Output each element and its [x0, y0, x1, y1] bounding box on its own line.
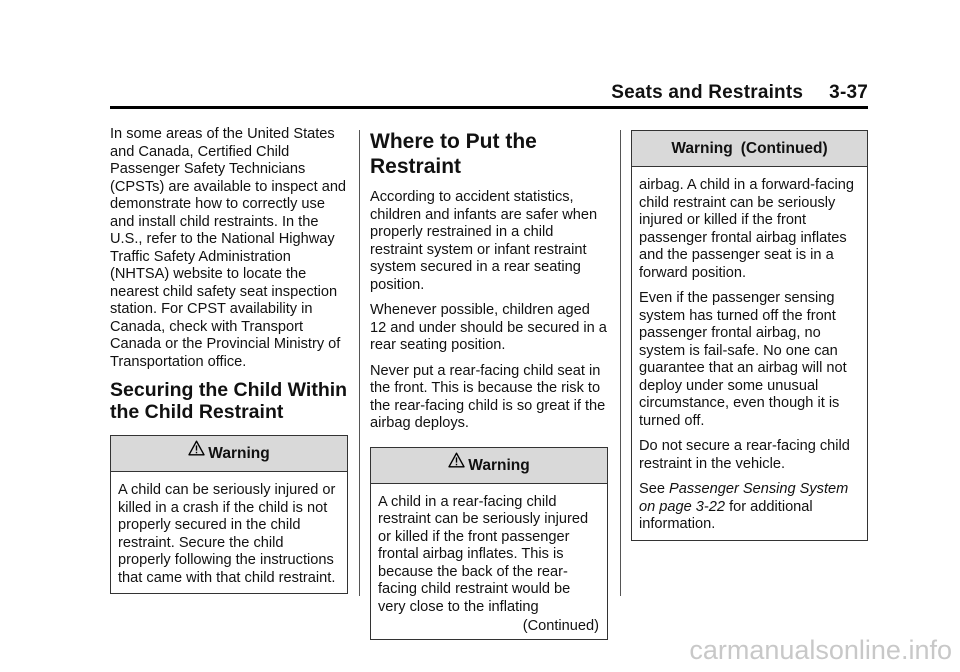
warning-text: A child in a rear-facing child restraint can be seriously injured or killed if the front passenger frontal airbag inflates. This is because the back of the rear-facing child restraint would be very close to the inflating — [378, 493, 589, 615]
section-title: Seats and Restraints — [611, 82, 804, 103]
see-prefix: See — [639, 481, 665, 497]
warning-box-continued — [631, 130, 868, 541]
intro-paragraph: In some areas of the United States and Canada, Certified Child Passenger Safety Technicians (CPSTs) are available to inspect and demonstrate how to correctly use and install child restraints. In the U.S., refer to the National Highway Traffic Safety Administration (NHTSA) website to locate the nearest child safety seat inspection station. For CPST availability in Canada, check with Transport Canada or the Provincial Ministry of Transportation office. — [110, 126, 347, 370]
body-paragraph: According to accident statistics, children and infants are safer when properly restrained in a child restraint system or infant restraint system secured in a rear seating position. — [370, 189, 598, 293]
column-left — [110, 126, 348, 594]
warning-triangle-icon — [448, 446, 465, 481]
section-heading: Securing the Child Within the Child Restraint — [110, 379, 348, 423]
warning-header — [632, 131, 867, 167]
warning-body — [371, 484, 607, 639]
warning-triangle-icon — [188, 434, 205, 469]
see-reference-link[interactable]: Passenger Sensing System on page 3-22 — [639, 481, 849, 515]
warning-text: A child can be seriously injured or killed in a crash if the child is not properly secured in the child restraint. Secure the child properly following the instructions that came with that child restraint. — [118, 482, 336, 586]
warning-box — [370, 447, 608, 640]
column-right — [631, 126, 868, 541]
warning-title: Warning — [671, 140, 733, 157]
column-divider — [620, 130, 621, 596]
warning-title: Warning — [208, 445, 270, 462]
warning-text: airbag. A child in a forward-facing child restraint can be seriously injured or killed if the front passenger frontal airbag inflates and the passenger seat is in a forward position. — [639, 177, 854, 281]
warning-body — [111, 472, 347, 593]
continued-label: (Continued) — [522, 618, 599, 634]
see-suffix: for additional information. — [639, 498, 813, 532]
page-number: 3-37 — [829, 82, 868, 103]
column-divider — [359, 130, 360, 596]
warning-text: Even if the passenger sensing system has turned off the front passenger frontal airbag, no system is fail-safe. No one can guarantee that an airbag will not deploy under some unusual circumstance, even though it is turned off. — [639, 290, 847, 429]
warning-text: Do not secure a rear-facing child restraint in the vehicle. — [639, 438, 850, 472]
warning-header — [111, 436, 347, 472]
warning-title: Warning — [468, 456, 530, 474]
warning-continued-suffix: (Continued) — [740, 140, 828, 157]
watermark: carmanualsonline.info — [689, 635, 952, 665]
warning-body — [632, 167, 867, 540]
column-middle — [370, 126, 608, 640]
cross-reference — [639, 481, 859, 534]
section-heading: Where to Put the Restraint — [370, 130, 537, 178]
body-paragraph: Whenever possible, children aged 12 and under should be secured in a rear seating position. — [370, 302, 607, 353]
warning-header — [371, 448, 607, 484]
body-paragraph: Never put a rear-facing child seat in the front. This is because the risk to the rear-facing child is so great if the airbag deploys. — [370, 362, 606, 431]
warning-box — [110, 435, 348, 594]
header-title — [611, 82, 868, 104]
page-header — [110, 78, 868, 109]
